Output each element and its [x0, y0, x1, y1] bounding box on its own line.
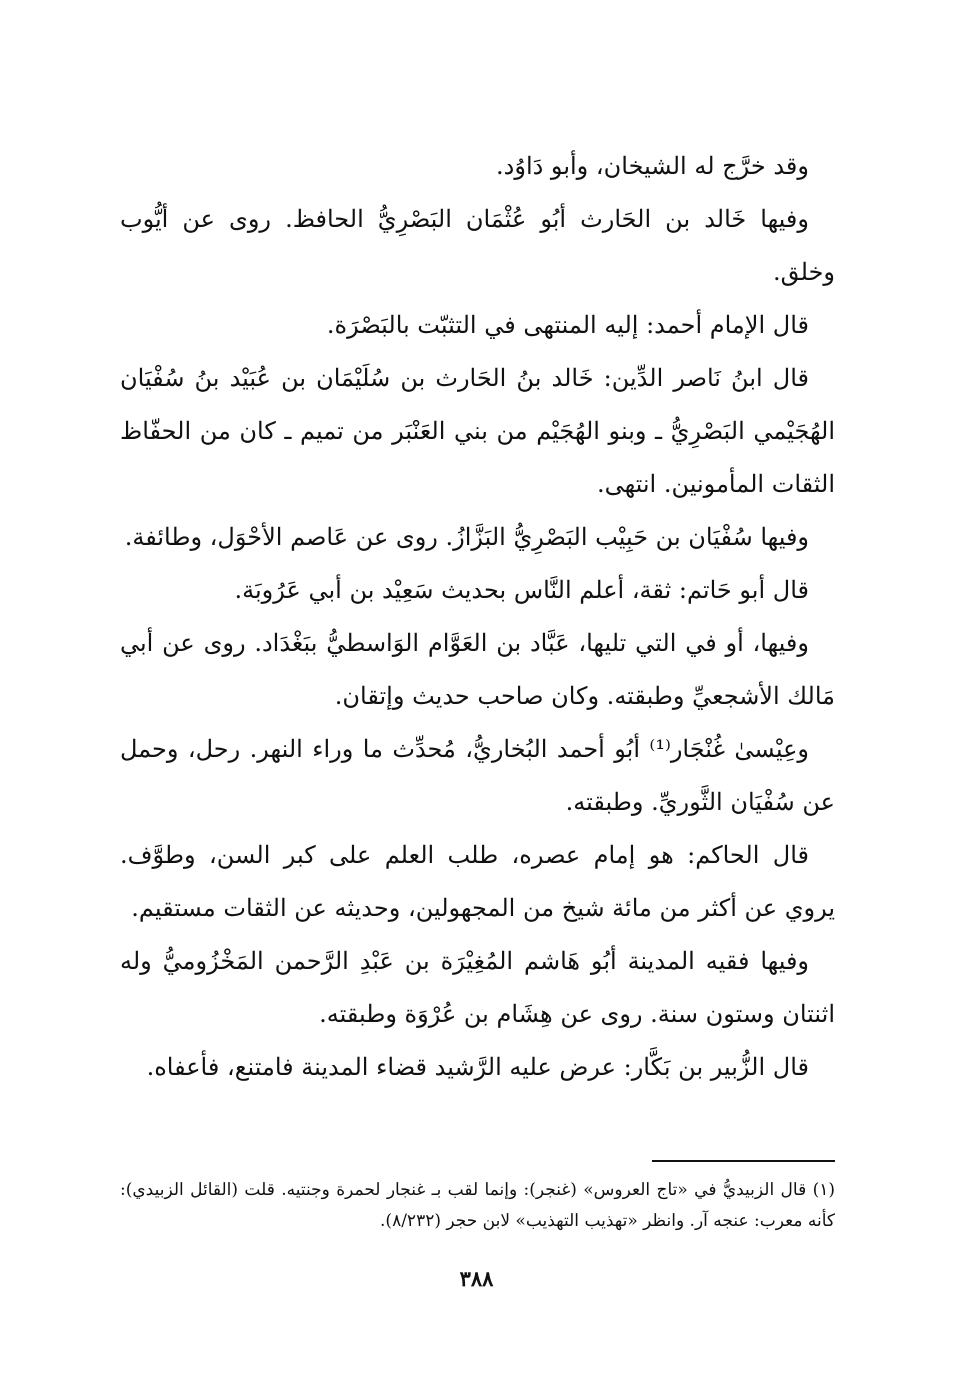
footnote: (١) قال الزبيديُّ في «تاج العروس» (غنجر): وإنما لقب بـ غنجار لحمرة وجنتيه. قلت (القائل الزبيدي): كأنه معرب: عنجه آر. وانظر «تهذيب التهذيب» لابن حجر (٨/٢٣٢).: [120, 1180, 835, 1231]
page-number: ٣٨٨: [459, 1266, 494, 1291]
paragraph-6: قال أبو حَاتم: ثقة، أعلم النَّاس بحديث سَعِيْد بن أبي عَرُوبَة.: [234, 576, 809, 604]
paragraph-3: قال الإمام أحمد: إليه المنتهى في التثبّت بالبَصْرَة.: [326, 311, 809, 339]
paragraph-11: قال الزُّبير بن بَكَّار: عرض عليه الرَّشيد قضاء المدينة فامتنع، فأعفاه.: [146, 1053, 809, 1081]
paragraph-10: وفيها فقيه المدينة أبُو هَاشم المُغِيْرَة بن عَبْدِ الرَّحمن المَخْزُوميُّ وله اثنتان وستون سنة. روى عن هِشَام بن عُرْوَة وطبقته.: [120, 947, 835, 1028]
paragraph-7: وفيها، أو في التي تليها، عَبَّاد بن العَوَّام الوَاسطيُّ ببَغْدَاد. روى عن أبي مَالك الأشجعيِّ وطبقته. وكان صاحب حديث وإتقان.: [120, 629, 835, 710]
paragraph-9: قال الحاكم: هو إمام عصره، طلب العلم على كبر السن، وطوَّف. يروي عن أكثر من مائة شيخ من المجهولين، وحديثه عن الثقات مستقيم.: [120, 841, 835, 922]
paragraph-5: وفيها سُفْيَان بن حَبِيْب البَصْرِيُّ البَزَّازُ. روى عن عَاصم الأحْوَل، وطائفة.: [124, 523, 809, 551]
paragraph-2: وفيها خَالد بن الحَارث أبُو عُثْمَان البَصْرِيُّ الحافظ. روى عن أيُّوب وخلق.: [120, 205, 835, 286]
main-text: [120, 140, 835, 1094]
paragraph-4: قال ابنُ نَاصر الدِّين: خَالد بنُ الحَارث بن سُلَيْمَان بن عُبَيْد بنُ سُفْيَان الهُجَيْمي البَصْرِيُّ ـ وبنو الهُجَيْم من بني العَنْبَر من تميم ـ كان من الحفّاظ الثقات المأمونين. انتهى.: [120, 364, 835, 498]
paragraph-8: وعِيْسىٰ غُنْجَار⁽¹⁾ أبُو أحمد البُخاريُّ، مُحدِّث ما وراء النهر. رحل، وحمل عن سُفْيَان الثَّوريِّ. وطبقته.: [120, 735, 835, 816]
footnote-divider: [652, 1160, 835, 1162]
paragraph-1: وقد خرَّج له الشيخان، وأبو دَاوُد.: [496, 152, 809, 180]
